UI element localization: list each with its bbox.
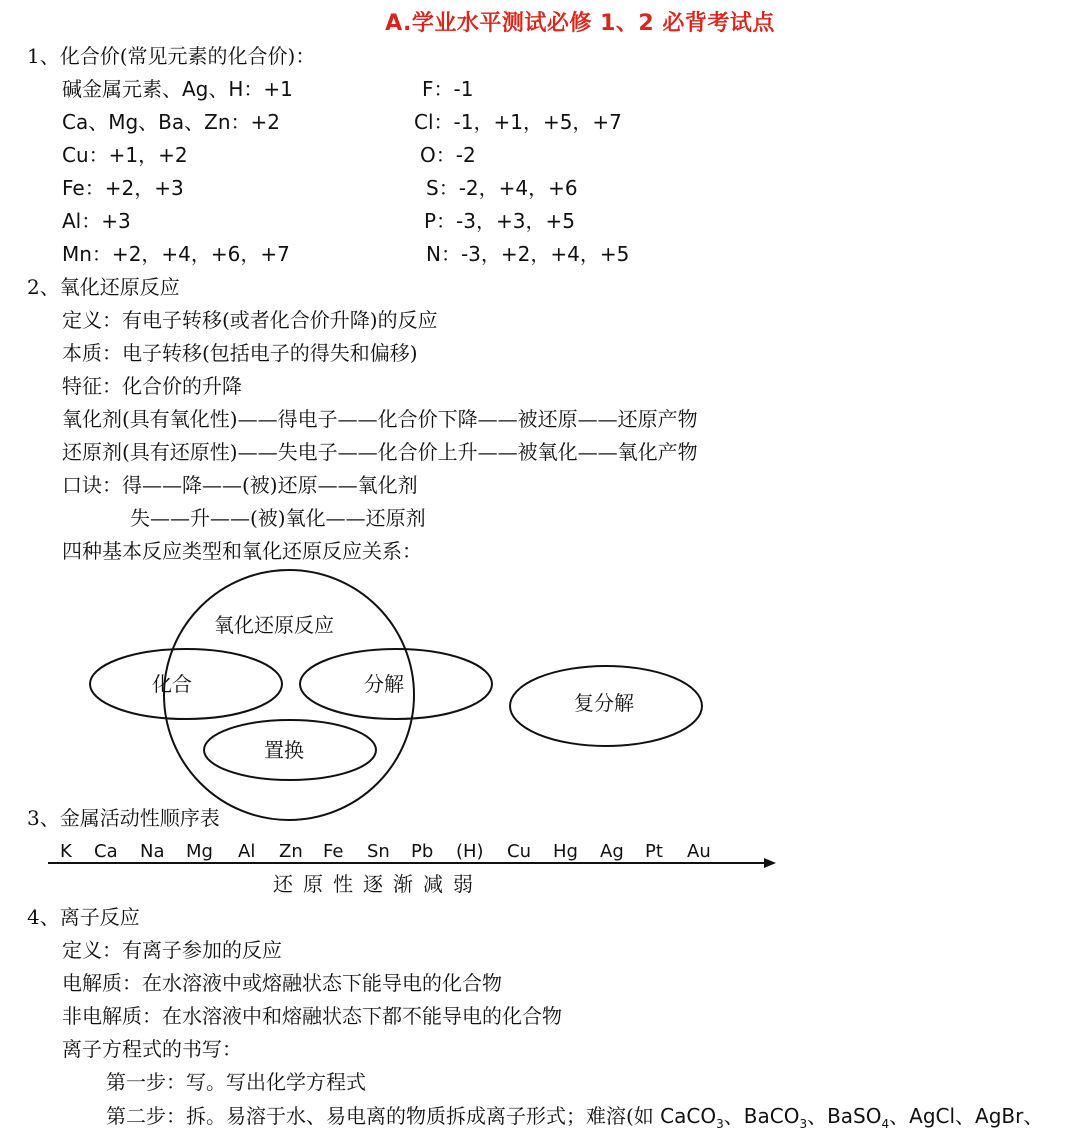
metal-fe: Fe [323,841,344,862]
subscript-4: 4 [881,1117,890,1131]
metal-pt: Pt [645,841,663,862]
valence-right-4: S：-2，+4，+6 [426,176,578,200]
metal-cu: Cu [507,841,531,862]
page-title: A.学业水平测试必修 1、2 必背考试点 [385,11,775,36]
metal-hg: Hg [553,841,578,862]
section-2-heading: 2、氧化还原反应 [27,275,180,299]
valence-right-2: Cl：-1，+1，+5，+7 [414,110,622,134]
metal-al: Al [238,841,256,862]
activity-arrow-head [764,858,776,868]
redox-essence: 本质：电子转移(包括电子的得失和偏移) [62,341,418,365]
metal-sn: Sn [367,841,390,862]
reductant-line: 还原剂(具有还原性)——失电子——化合价上升——被氧化——氧化产物 [62,440,698,464]
separator-5: 、 [1023,1104,1044,1128]
metal-ca: Ca [94,841,118,862]
metal-k: K [60,841,72,862]
metal-ag: Ag [600,841,624,862]
section-4-heading: 4、离子反应 [27,905,140,929]
oxidant-line: 氧化剂(具有氧化性)——得电子——化合价下降——被还原——还原产物 [62,407,698,431]
valence-right-6: N：-3，+2，+4，+5 [426,242,630,266]
section-1-heading: 1、化合价(常见元素的化合价)： [27,44,316,68]
mnemonic-line-2: 失——升——(被)氧化——还原剂 [130,506,426,530]
section-3-heading: 3、金属活动性顺序表 [27,806,220,830]
step-1: 第一步：写。写出化学方程式 [106,1070,366,1094]
step-2 [106,1104,1043,1136]
valence-left-1: 碱金属元素、Ag、H：+1 [62,77,293,101]
subscript-3b: 3 [799,1117,808,1131]
valence-right-1: F：-1 [422,77,474,101]
venn-label-displacement: 置换 [264,738,304,762]
ionic-definition: 定义：有离子参加的反应 [62,938,282,962]
nonelectrolyte-definition: 非电解质：在水溶液中和熔融状态下都不能导电的化合物 [62,1004,562,1028]
redox-definition: 定义：有电子转移(或者化合价升降)的反应 [62,308,438,332]
valence-left-6: Mn：+2，+4，+6，+7 [62,242,290,266]
valence-left-5: Al：+3 [62,209,131,233]
metal-h: (H) [456,841,484,862]
valence-right-5: P：-3，+3，+5 [424,209,575,233]
subscript-3a: 3 [716,1117,724,1131]
compound-baso4: BaSO [827,1104,882,1128]
separator-4: 、 [955,1104,976,1128]
separator-1: 、 [723,1104,744,1128]
venn-label-combination: 化合 [152,672,192,696]
electrolyte-definition: 电解质：在水溶液中或熔融状态下能导电的化合物 [62,971,502,995]
ionic-equation-heading: 离子方程式的书写： [62,1037,242,1061]
venn-label-double-decomposition: 复分解 [574,691,634,715]
valence-left-3: Cu：+1，+2 [62,143,188,167]
activity-arrow-label: 还原性逐渐减弱 [273,872,483,896]
metal-na: Na [140,841,165,862]
valence-left-2: Ca、Mg、Ba、Zn：+2 [62,110,281,134]
metal-mg: Mg [186,841,213,862]
metal-pb: Pb [411,841,434,862]
step-2-text: 第二步：拆。易溶于水、易电离的物质拆成离子形式；难溶(如 [106,1104,661,1128]
metal-au: Au [687,841,711,862]
compound-agbr: AgBr [975,1104,1024,1128]
metal-zn: Zn [279,841,303,862]
redox-feature: 特征：化合价的升降 [62,374,242,398]
separator-2: 、 [807,1104,828,1128]
valence-right-3: O：-2 [420,143,476,167]
compound-baco3: BaCO [743,1104,800,1128]
reaction-types-heading: 四种基本反应类型和氧化还原反应关系： [62,539,422,563]
venn-label-decomposition: 分解 [364,672,404,696]
compound-caco3: CaCO [660,1104,717,1128]
valence-left-4: Fe：+2，+3 [62,176,184,200]
separator-3: 、 [889,1104,910,1128]
mnemonic-line-1: 口诀：得——降——(被)还原——氧化剂 [62,473,418,497]
compound-agcl: AgCl [909,1104,956,1128]
venn-label-redox: 氧化还原反应 [214,613,334,637]
